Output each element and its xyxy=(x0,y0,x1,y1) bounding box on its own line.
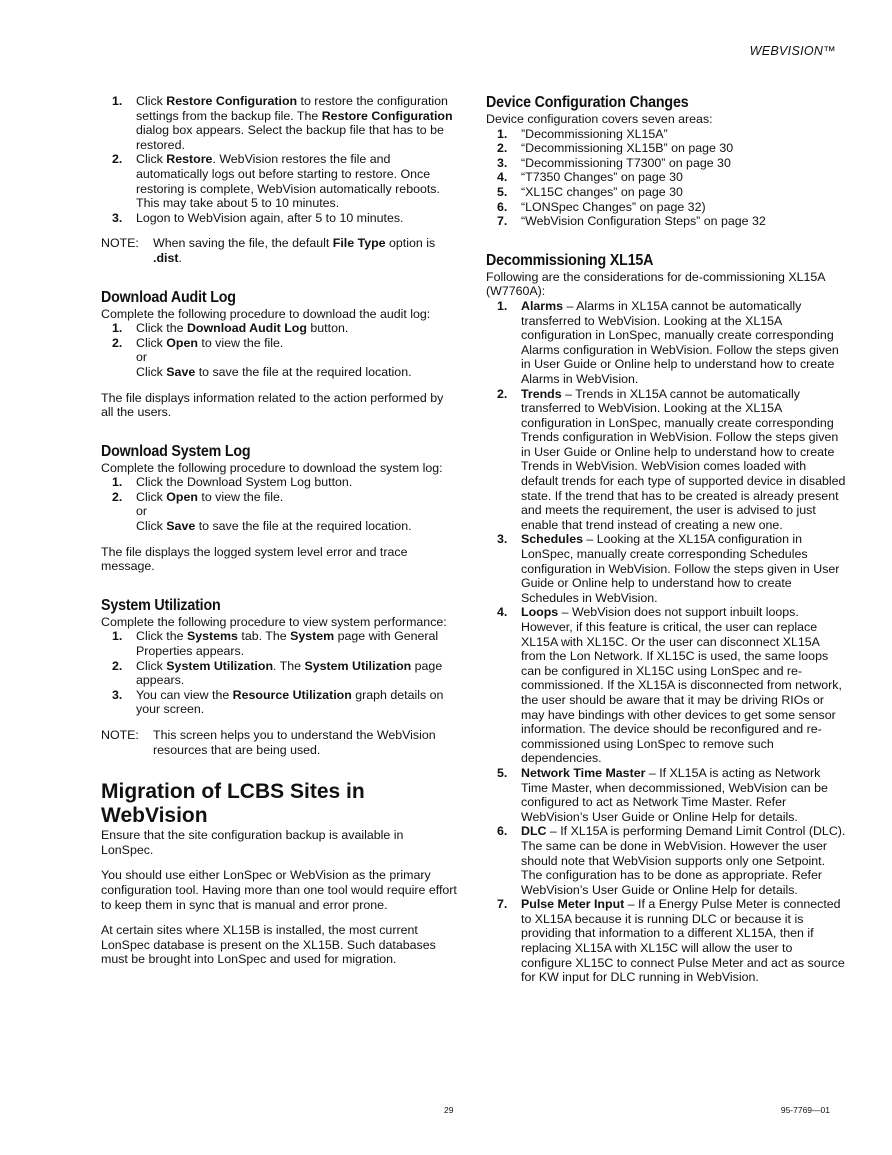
list-item: 1. Alarms – Alarms in XL15A cannot be automatically transferred to WebVision. Looking at the XL15A configuration in LonSpec, manually create corresponding Alarms configuration in WebVision. Follow the steps given in User Guide or Online help to understand how to create Alarms in WebVision. xyxy=(497,298,839,386)
list-item: 2. Click Restore. WebVision restores the file and automatically logs out before starting to restore. Once restoring is complete, WebVision automatically reboots. This may take about 5 to 10 minutes. xyxy=(112,152,440,211)
restore-steps xyxy=(101,94,459,225)
list-item: 3. “Decommissioning T7300” on page 30 xyxy=(497,155,731,170)
list-item: 6. “LONSpec Changes” on page 32) xyxy=(497,199,706,214)
list-item: 3. You can view the Resource Utilization graph details on your screen. xyxy=(112,687,444,717)
paragraph: Complete the following procedure to download the audit log: xyxy=(101,306,431,321)
list-item: 5. “XL15C changes” on page 30 xyxy=(497,184,683,199)
list-item: 5. Network Time Master – If XL15A is acting as Network Time Master, when decommissioned, WebVision can be configured to act as Network Time Master. Refer WebVision’s User Guide or Online Help for details. xyxy=(497,765,828,824)
list-item: 2. “Decommissioning XL15B” on page 30 xyxy=(497,141,734,156)
list-item: 7. “WebVision Configuration Steps” on page 32 xyxy=(497,214,766,229)
chapter-heading: Migration of LCBS Sites in WebVision xyxy=(101,780,365,828)
audit-steps xyxy=(101,321,459,379)
section-heading: Decommissioning XL15A xyxy=(486,251,654,269)
list-item: 2. Click System Utilization. The System Utilization page appears. xyxy=(112,658,443,688)
paragraph: At certain sites where XL15B is installed, the most current LonSpec database is present on the XL15B. Such databases must be brought into LonSpec and used for migration. xyxy=(101,923,436,967)
paragraph: Following are the considerations for de-commissioning XL15A (W7760A): xyxy=(486,269,825,299)
right-column xyxy=(486,94,846,985)
list-item: 6. DLC – If XL15A is performing Demand Limit Control (DLC). The same can be done in WebVision. However the user should note that WebVision supports only one Setpoint. The configuration has to be done as appropriate. Refer WebVision’s User Guide or Online Help for details. xyxy=(497,824,846,897)
list-item: 2. Click Open to view the file. or Click Save to save the file at the required location. xyxy=(112,489,412,534)
list-item: 2. Click Open to view the file. or Click Save to save the file at the required location. xyxy=(112,335,412,379)
list-item: 4. Loops – WebVision does not support inbuilt loops. However, if this feature is critical, the user can replace XL15A with XL15C. Or the user can disconnect XL15A from the Lon Network. If XL15C is used, the same loops can be configured in XL15C using LonSpec and re-commissioned. If the XL15A is disconnected from network, the user should be aware that it may be driving RIOs or may have bindings with other devices to get some sensor information. The device should be reconfigured and re-commissioned using LonSpec to remove such dependencies. xyxy=(497,605,842,766)
document-code: 95-7769—01 xyxy=(780,1105,830,1115)
list-item: 1. ”Decommissioning XL15A” xyxy=(497,126,668,141)
left-column xyxy=(101,94,459,967)
note-file-type: NOTE: When saving the file, the default File Type option is .dist. xyxy=(101,236,436,265)
list-item: 1. Click Restore Configuration to restore the configuration settings from the backup file. The Restore Configuration dialog box appears. Select the backup file that has to be restored. xyxy=(112,94,453,152)
paragraph: Device configuration covers seven areas: xyxy=(486,112,713,126)
paragraph: The file displays information related to the action performed by all the users. xyxy=(101,390,444,420)
utilization-steps xyxy=(101,629,459,717)
list-item: 4. “T7350 Changes” on page 30 xyxy=(497,170,683,185)
list-item: 7. Pulse Meter Input – If a Energy Pulse Meter is connected to XL15A because it is running DLC or because it is providing that information to a different XL15A, then if replacing XL15A with XL15C will allow the user to configure XL15C to connect Pulse Meter and act as source for KW input for DLC running in WebVision. xyxy=(497,897,845,985)
paragraph: Complete the following procedure to download the system log: xyxy=(101,460,443,475)
section-heading: Download Audit Log xyxy=(101,288,236,306)
list-item: 1. Click the Systems tab. The System page with General Properties appears. xyxy=(112,629,439,659)
list-item: 1. Click the Download System Log button. xyxy=(112,475,353,490)
section-heading: System Utilization xyxy=(101,596,221,614)
list-item: 3. Schedules – Looking at the XL15A configuration in LonSpec, manually create corresponding Schedules configuration in WebVision. Follow the steps given in User Guide or Online help to understand how to create Schedules in WebVision. xyxy=(497,532,840,605)
list-item: 3. Logon to WebVision again, after 5 to 10 minutes. xyxy=(112,210,404,225)
list-item: 2. Trends – Trends in XL15A cannot be automatically transferred to WebVision. Looking at the XL15A configuration in LonSpec, manually create corresponding Trends configuration in WebVision. Follow the steps given in User Guide or Online help to understand how to create Trends in WebVision. WebVision comes loaded with default trends for each type of supported device in disabled state. If the trend that has to be created is already present and meets the requirement, the user is advised to just enable that trend instead of creating a new one. xyxy=(497,386,846,532)
changes-list xyxy=(486,127,846,229)
section-heading: Download System Log xyxy=(101,442,251,460)
page-number: 29 xyxy=(444,1105,454,1115)
section-heading: Device Configuration Changes xyxy=(486,94,689,111)
list-item: 1. Click the Download Audit Log button. xyxy=(112,321,349,336)
paragraph: Ensure that the site configuration backup is available in LonSpec. xyxy=(101,828,404,857)
paragraph: Complete the following procedure to view system performance: xyxy=(101,614,447,629)
note-utilization: NOTE: This screen helps you to understand the WebVision resources that are being used. xyxy=(101,728,436,757)
system-log-steps xyxy=(101,475,459,533)
decom-list xyxy=(486,299,846,985)
running-header: WEBVISION™ xyxy=(749,44,836,58)
paragraph: The file displays the logged system level error and trace message. xyxy=(101,544,408,574)
paragraph: You should use either LonSpec or WebVision as the primary configuration tool. Having more than one tool would require effort to keep them in sync that is manual and error prone. xyxy=(101,868,457,912)
